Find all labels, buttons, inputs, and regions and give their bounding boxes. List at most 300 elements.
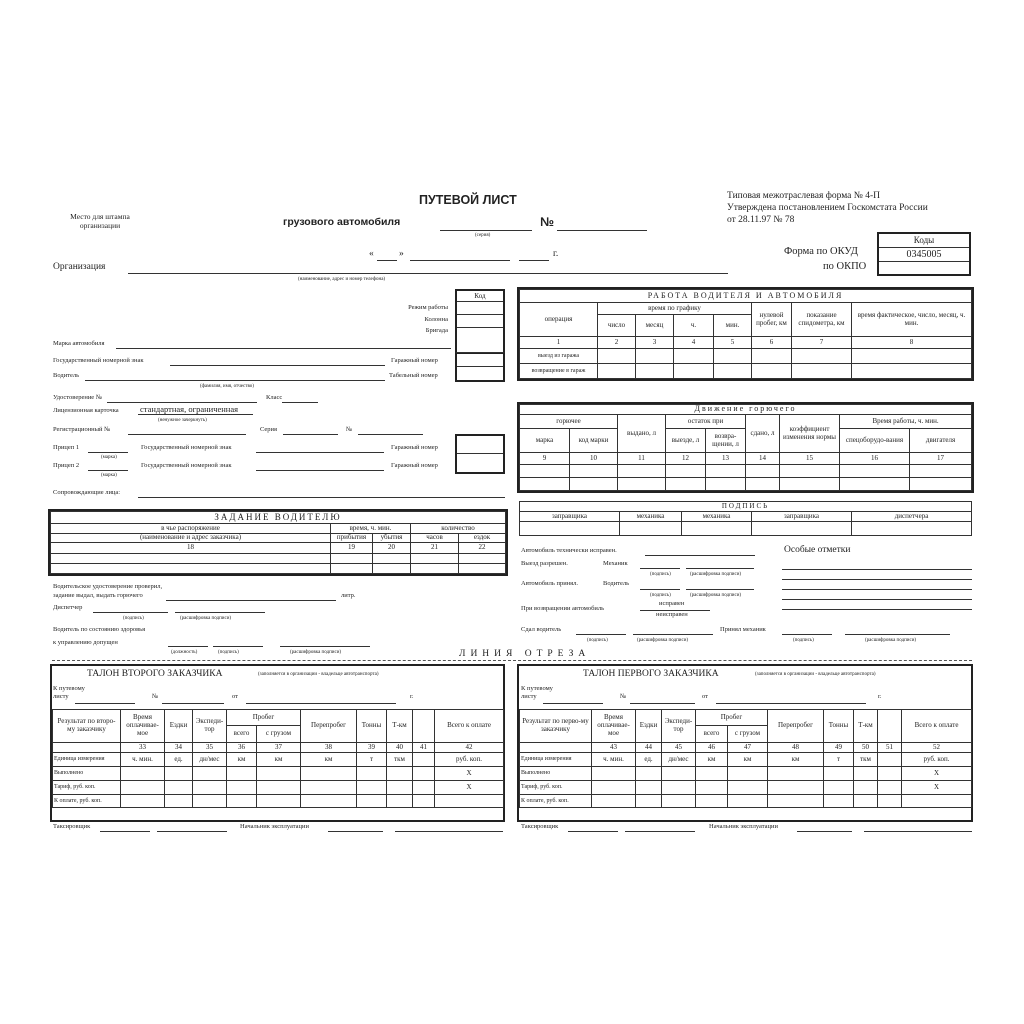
coupon2-from: от — [232, 693, 239, 700]
col-num: 50 — [854, 743, 878, 753]
work-odometer: показание спидометра, км — [792, 303, 852, 337]
series-hint: (серия) — [475, 233, 491, 238]
special-marks-line[interactable] — [782, 609, 972, 610]
cell[interactable] — [459, 564, 506, 574]
cell[interactable] — [780, 478, 840, 491]
cell[interactable] — [714, 349, 752, 364]
stamp-place: Место для штампа организации — [70, 212, 130, 230]
col-num: 16 — [840, 453, 910, 465]
cell[interactable] — [227, 767, 257, 781]
col-num: 40 — [387, 743, 413, 753]
cell[interactable] — [121, 767, 165, 781]
reg-number-field[interactable] — [128, 434, 246, 435]
okud-value[interactable]: 0345005 — [879, 248, 969, 262]
coupon1-year: г. — [878, 693, 882, 700]
cell[interactable] — [792, 364, 852, 379]
cell[interactable] — [696, 767, 728, 781]
cell[interactable] — [746, 465, 780, 478]
admit-decode-field[interactable] — [280, 646, 370, 647]
faulty-option-2[interactable]: неисправен — [656, 611, 688, 618]
cell[interactable] — [840, 465, 910, 478]
reg-number-label: Регистрационный № — [53, 426, 111, 433]
unit — [878, 753, 902, 767]
handed-sign-field[interactable] — [576, 634, 626, 635]
admitted-label: к управлению допущен — [53, 639, 118, 646]
codes-box — [877, 232, 971, 276]
dispatcher-decode-field[interactable] — [175, 612, 265, 613]
col-num: 13 — [706, 453, 746, 465]
sig-cell[interactable] — [682, 522, 752, 536]
cell[interactable] — [51, 554, 331, 564]
fuel-remainder: остаток при — [666, 415, 746, 429]
fuel-brand: марка — [520, 429, 570, 453]
decode-hint: (расшифровка подписи) — [290, 650, 342, 655]
col-num: 11 — [618, 453, 666, 465]
col-num: 36 — [227, 743, 257, 753]
cell[interactable] — [910, 465, 972, 478]
unit: км — [227, 753, 257, 767]
lic-card-value[interactable]: стандартная, ограниченная — [140, 404, 239, 414]
c1-chief-label: Начальник эксплуатации — [709, 823, 778, 830]
unit: т — [357, 753, 387, 767]
cell[interactable] — [636, 349, 674, 364]
cell[interactable] — [662, 795, 696, 808]
driver-decode-field[interactable] — [686, 589, 754, 590]
org-hint: (наименование, адрес и номер телефона) — [298, 277, 386, 282]
col-num: 49 — [824, 743, 854, 753]
brigade-label: Бригада — [425, 327, 448, 334]
cell[interactable] — [706, 465, 746, 478]
c2-tkm: Т-км — [387, 710, 413, 743]
driver-field[interactable] — [85, 380, 385, 381]
cell[interactable] — [696, 795, 728, 808]
mode-label: Режим работы — [408, 304, 448, 311]
cell[interactable] — [854, 781, 878, 795]
cell[interactable] — [165, 767, 193, 781]
page-title: ПУТЕВОЙ ЛИСТ — [419, 193, 517, 207]
position-hint: (должность) — [171, 650, 198, 655]
x-mark: X — [435, 781, 504, 795]
trailer1-field[interactable] — [88, 452, 128, 453]
trailer2-label: Прицеп 2 — [53, 462, 80, 469]
c1-chief-decode[interactable] — [864, 831, 972, 832]
cell[interactable] — [878, 795, 902, 808]
fuel-special: спецоборудо-вания — [840, 429, 910, 453]
cell[interactable] — [411, 564, 459, 574]
kod-column-field[interactable] — [457, 315, 503, 328]
number-field[interactable] — [557, 230, 647, 231]
tab-number-field[interactable] — [457, 367, 503, 381]
cell[interactable] — [666, 465, 706, 478]
unit: км — [768, 753, 824, 767]
reg-num-field[interactable] — [358, 434, 423, 435]
cell[interactable] — [910, 478, 972, 491]
cell[interactable] — [257, 767, 301, 781]
cell[interactable] — [357, 795, 387, 808]
accepted-mech-label: Принял механик — [720, 626, 766, 633]
cell[interactable] — [752, 349, 792, 364]
work-month: месяц — [636, 315, 674, 337]
okpo-value[interactable] — [879, 262, 969, 274]
cell[interactable] — [411, 554, 459, 564]
car-ok-field[interactable] — [645, 555, 755, 556]
special-marks-line[interactable] — [782, 579, 972, 580]
cell[interactable] — [824, 795, 854, 808]
c1-tkm: Т-км — [854, 710, 878, 743]
cell[interactable] — [592, 795, 636, 808]
cell[interactable] — [121, 781, 165, 795]
col-num: 4 — [674, 337, 714, 349]
col-num: 18 — [51, 543, 331, 554]
fuel-fuel: горючее — [520, 415, 618, 429]
col-num: 10 — [570, 453, 618, 465]
fuel-issued: выдано, л — [618, 415, 666, 453]
coupon2-num-field[interactable] — [162, 703, 224, 704]
coupon1-from: от — [702, 693, 709, 700]
liters-label: литр. — [341, 592, 356, 599]
cell[interactable] — [824, 781, 854, 795]
sig-mechanic: механика — [682, 512, 752, 522]
cell[interactable] — [357, 781, 387, 795]
cell[interactable] — [165, 781, 193, 795]
cell[interactable] — [301, 781, 357, 795]
companions-field[interactable] — [138, 497, 505, 498]
fuel-amount-field[interactable] — [166, 600, 336, 601]
cell[interactable] — [878, 767, 902, 781]
mech-sign-field[interactable] — [782, 634, 832, 635]
cell[interactable] — [768, 795, 824, 808]
cell[interactable] — [854, 767, 878, 781]
unit: км — [728, 753, 768, 767]
unit: дн/мес — [193, 753, 227, 767]
car-brand-field[interactable] — [116, 348, 451, 349]
cell[interactable] — [618, 478, 666, 491]
cell[interactable] — [714, 364, 752, 379]
kod-mode-field[interactable] — [457, 302, 503, 315]
col-num: 17 — [910, 453, 972, 465]
cell[interactable] — [570, 465, 618, 478]
sig-mechanic: механика — [620, 512, 682, 522]
cell[interactable] — [331, 554, 373, 564]
c1-result: Результат по перво-му заказчику — [520, 710, 592, 743]
cell[interactable] — [227, 781, 257, 795]
kod-label: Код — [457, 291, 503, 302]
car-brand-label: Марка автомобиля — [53, 340, 105, 347]
license-label: Удостоверение № — [53, 394, 103, 401]
trailer2-field[interactable] — [88, 470, 128, 471]
cell — [53, 743, 121, 753]
date-month-field[interactable] — [410, 260, 510, 261]
cell[interactable] — [301, 767, 357, 781]
cell[interactable] — [520, 465, 570, 478]
col-num: 39 — [357, 743, 387, 753]
trailer1-garage-field[interactable] — [457, 436, 503, 454]
cell[interactable] — [257, 781, 301, 795]
cell[interactable] — [746, 478, 780, 491]
cut-line — [52, 660, 972, 661]
coupon1-num-field[interactable] — [630, 703, 695, 704]
unit: ткм — [387, 753, 413, 767]
org-field[interactable] — [128, 273, 728, 274]
c1-done-row: Выполнено — [520, 767, 592, 781]
admit-position-field[interactable] — [168, 646, 208, 647]
col-num: 33 — [121, 743, 165, 753]
driver-label: Водитель — [53, 372, 80, 379]
cell[interactable] — [165, 795, 193, 808]
sign-hint: (подпись) — [587, 638, 608, 643]
special-marks-line[interactable] — [782, 599, 972, 600]
driver-label-2: Водитель — [603, 580, 630, 587]
fuel-on-return: возвра-щении, л — [706, 429, 746, 453]
c2-paid-time: Время оплачивае-мое — [121, 710, 165, 743]
coupon2-date-field[interactable] — [246, 703, 396, 704]
c2-with-cargo: с грузом — [257, 726, 301, 743]
cell[interactable] — [674, 349, 714, 364]
mechanic-sign-field[interactable] — [640, 568, 680, 569]
c2-unit-row: Единица измерения — [53, 753, 121, 767]
cell[interactable] — [696, 781, 728, 795]
fuel-on-depart: выезде, л — [666, 429, 706, 453]
unit: т — [824, 753, 854, 767]
cell[interactable] — [854, 795, 878, 808]
garage-number-field[interactable] — [457, 353, 503, 367]
work-hours: ч. — [674, 315, 714, 337]
coupon1-table — [519, 709, 972, 808]
trailer-garage-box — [455, 434, 505, 474]
cell[interactable] — [193, 781, 227, 795]
col-num: 44 — [636, 743, 662, 753]
trailer2-hint: (марка) — [101, 473, 117, 478]
year-suffix: г. — [553, 249, 559, 259]
faulty-option[interactable]: исправен — [659, 600, 685, 607]
coupon1-date-field[interactable] — [716, 703, 866, 704]
cell[interactable] — [752, 364, 792, 379]
unit: км — [301, 753, 357, 767]
work-minutes: мин. — [714, 315, 752, 337]
cell[interactable] — [878, 781, 902, 795]
coupon2-title: ТАЛОН ВТОРОГО ЗАКАЗЧИКА — [87, 669, 223, 679]
date-day-field[interactable] — [377, 260, 397, 261]
c1-taxer-decode[interactable] — [625, 831, 695, 832]
cell[interactable] — [636, 781, 662, 795]
cell[interactable] — [387, 767, 413, 781]
cell[interactable] — [618, 465, 666, 478]
cell[interactable] — [852, 364, 972, 379]
coupon2-num-sign: № — [152, 693, 159, 700]
cell[interactable] — [387, 781, 413, 795]
cell[interactable] — [193, 767, 227, 781]
sig-cell[interactable] — [520, 522, 620, 536]
decode-hint: (расшифровка подписи) — [690, 572, 742, 577]
sig-cell[interactable] — [852, 522, 972, 536]
cell[interactable] — [636, 364, 674, 379]
work-day: число — [598, 315, 636, 337]
cell[interactable] — [413, 781, 435, 795]
unit: дн/мес — [662, 753, 696, 767]
fuel-brand-code: код марки — [570, 429, 618, 453]
cell[interactable] — [373, 554, 411, 564]
cell[interactable] — [728, 767, 768, 781]
cell[interactable] — [301, 795, 357, 808]
kod-brigade-field[interactable] — [457, 328, 503, 341]
codes-label: Коды — [879, 234, 969, 248]
series-field[interactable] — [440, 230, 532, 231]
state-number-field[interactable] — [170, 365, 385, 366]
col-num: 52 — [902, 743, 972, 753]
unit: руб. коп. — [435, 753, 504, 767]
sig-refueler: заправщика — [520, 512, 620, 522]
cell[interactable] — [706, 478, 746, 491]
col-num: 15 — [780, 453, 840, 465]
col-num: 5 — [714, 337, 752, 349]
trailer2-garage-label: Гаражный номер — [391, 462, 438, 469]
cell[interactable] — [768, 781, 824, 795]
col-num: 20 — [373, 543, 411, 554]
cell[interactable] — [662, 767, 696, 781]
cell[interactable] — [592, 781, 636, 795]
class-field[interactable] — [282, 402, 318, 403]
cell[interactable] — [598, 364, 636, 379]
coupon1-fill-hint: (заполняется в организации - владельце автотранспорта) — [755, 672, 876, 677]
cell[interactable] — [728, 781, 768, 795]
cell[interactable] — [674, 364, 714, 379]
fuel-engine: двигателя — [910, 429, 972, 453]
cell[interactable] — [780, 465, 840, 478]
mechanic-decode-field[interactable] — [686, 568, 754, 569]
cell — [520, 743, 592, 753]
c2-chief-sign[interactable] — [328, 831, 383, 832]
coupon2-to-sheet: К путевому листу — [53, 685, 85, 701]
c1-taxer-sign[interactable] — [568, 831, 618, 832]
column-label: Колонна — [424, 316, 448, 323]
cell[interactable] — [840, 478, 910, 491]
cell[interactable] — [598, 349, 636, 364]
cell[interactable] — [768, 767, 824, 781]
special-marks-line[interactable] — [782, 589, 972, 590]
dispatcher-sign-field[interactable] — [93, 612, 168, 613]
fuel-coef: коэффициент изменения нормы — [780, 415, 840, 453]
col-num: 46 — [696, 743, 728, 753]
cell[interactable] — [193, 795, 227, 808]
x-mark: X — [902, 767, 972, 781]
col-num: 48 — [768, 743, 824, 753]
sig-cell[interactable] — [752, 522, 852, 536]
cell[interactable] — [852, 349, 972, 364]
cell[interactable] — [459, 554, 506, 564]
unit — [413, 753, 435, 767]
reg-series-field[interactable] — [283, 434, 338, 435]
lic-card-underline — [138, 414, 253, 415]
c1-rides: Ездки — [636, 710, 662, 743]
license-field[interactable] — [107, 402, 257, 403]
cell[interactable] — [636, 767, 662, 781]
driver-sign-field[interactable] — [640, 589, 680, 590]
c2-chief-decode[interactable] — [395, 831, 503, 832]
driver-hint: (фамилия, имя, отчество) — [200, 384, 254, 389]
cell[interactable] — [51, 564, 331, 574]
cell[interactable] — [728, 795, 768, 808]
coupon1-sheet-field[interactable] — [543, 703, 603, 704]
cell[interactable] — [435, 795, 504, 808]
admit-sign-field[interactable] — [213, 646, 263, 647]
c1-total: всего — [696, 726, 728, 743]
cell[interactable] — [413, 767, 435, 781]
cell[interactable] — [520, 478, 570, 491]
trailer2-garage-field[interactable] — [457, 454, 503, 472]
unit: ткм — [854, 753, 878, 767]
c2-empty — [413, 710, 435, 743]
col-num: 22 — [459, 543, 506, 554]
cell[interactable] — [227, 795, 257, 808]
c2-result: Результат по второ-му заказчику — [53, 710, 121, 743]
cell[interactable] — [902, 795, 972, 808]
task-table — [50, 511, 506, 574]
unit: км — [257, 753, 301, 767]
task-trips: ездок — [459, 534, 506, 543]
cell[interactable] — [666, 478, 706, 491]
special-marks-line[interactable] — [782, 569, 972, 570]
c2-payable-row: К оплате, руб. коп. — [53, 795, 121, 808]
x-mark: X — [902, 781, 972, 795]
trailer1-number-label: Государственный номерной знак — [141, 444, 232, 451]
c1-chief-sign[interactable] — [797, 831, 852, 832]
cell[interactable] — [824, 767, 854, 781]
cell[interactable] — [257, 795, 301, 808]
sig-dispatcher: диспетчера — [852, 512, 972, 522]
cell[interactable] — [592, 767, 636, 781]
cell[interactable] — [331, 564, 373, 574]
unit: руб. коп. — [902, 753, 972, 767]
cell[interactable] — [413, 795, 435, 808]
signature-table — [519, 501, 972, 536]
sig-refueler: заправщика — [752, 512, 852, 522]
task-time: время, ч. мин. — [331, 524, 411, 534]
cell[interactable] — [357, 767, 387, 781]
col-num: 7 — [792, 337, 852, 349]
cell[interactable] — [636, 795, 662, 808]
c2-chief-label: Начальник эксплуатации — [240, 823, 309, 830]
cell[interactable] — [792, 349, 852, 364]
cell[interactable] — [570, 478, 618, 491]
sign-hint: (подпись) — [793, 638, 814, 643]
date-year-field[interactable] — [519, 260, 549, 261]
handed-decode-field[interactable] — [633, 634, 713, 635]
lic-card-hint: (ненужное зачеркнуть) — [158, 418, 207, 423]
col-num: 38 — [301, 743, 357, 753]
work-title: РАБОТА ВОДИТЕЛЯ И АВТОМОБИЛЯ — [520, 290, 972, 303]
trailer2-number-field[interactable] — [256, 470, 384, 471]
cell[interactable] — [387, 795, 413, 808]
trailer1-number-field[interactable] — [256, 452, 384, 453]
coupon2-sheet-field[interactable] — [75, 703, 135, 704]
sign-hint: (подпись) — [218, 650, 239, 655]
date-quote-open: « — [369, 249, 374, 259]
c1-paid-time: Время оплачивае-мое — [592, 710, 636, 743]
cell[interactable] — [121, 795, 165, 808]
c2-taxer-sign[interactable] — [100, 831, 150, 832]
mech-decode-field[interactable] — [845, 634, 950, 635]
col-num: 45 — [662, 743, 696, 753]
sig-cell[interactable] — [620, 522, 682, 536]
c2-taxer-decode[interactable] — [157, 831, 227, 832]
cell[interactable] — [373, 564, 411, 574]
work-schedule: время по графику — [598, 303, 752, 315]
cell[interactable] — [662, 781, 696, 795]
coupon1-title: ТАЛОН ПЕРВОГО ЗАКАЗЧИКА — [583, 669, 719, 679]
c1-tons: Тонны — [824, 710, 854, 743]
form-type-line2: Утверждена постановлением Госкомстата России — [727, 203, 928, 213]
col-num: 19 — [331, 543, 373, 554]
